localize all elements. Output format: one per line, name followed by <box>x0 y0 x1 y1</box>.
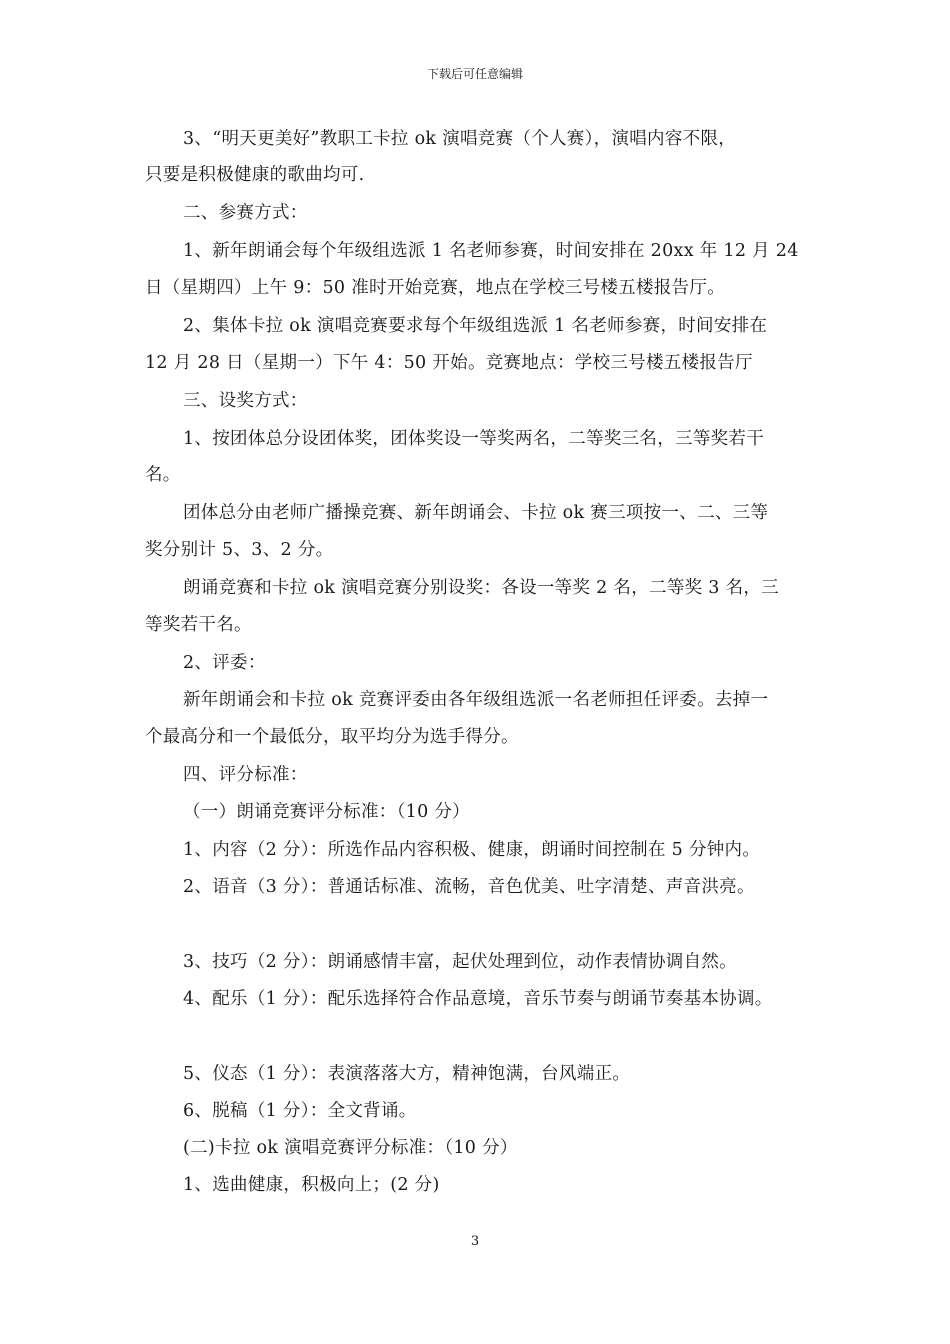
text-line: 2、集体卡拉 ok 演唱竞赛要求每个年级组选派 1 名老师参赛，时间安排在 <box>183 316 768 336</box>
section-heading: 二、参赛方式： <box>183 203 308 223</box>
text-line: 1、新年朗诵会每个年级组选派 1 名老师参赛，时间安排在 20xx 年 12 月 24 <box>183 241 799 261</box>
text-line: 1、内容（2 分）：所选作品内容积极、健康，朗诵时间控制在 5 分钟内。 <box>183 840 761 860</box>
text-line: 1、选曲健康，积极向上；(2 分) <box>183 1175 440 1195</box>
text-line: 2、语音（3 分）：普通话标准、流畅，音色优美、吐字清楚、声音洪亮。 <box>183 877 755 897</box>
text-line: 4、配乐（1 分）：配乐选择符合作品意境，音乐节奏与朗诵节奏基本协调。 <box>183 989 773 1009</box>
text-line: 奖分别计 5、3、2 分。 <box>145 540 334 560</box>
text-line: 1、按团体总分设团体奖，团体奖设一等奖两名，二等奖三名，三等奖若干 <box>183 429 765 449</box>
text-line: 团体总分由老师广播操竞赛、新年朗诵会、卡拉 ok 赛三项按一、二、三等 <box>183 503 769 523</box>
section-heading: 三、设奖方式： <box>183 391 308 411</box>
text-line: 朗诵竞赛和卡拉 ok 演唱竞赛分别设奖：各设一等奖 2 名，二等奖 3 名，三 <box>183 578 779 598</box>
text-line: 等奖若干名。 <box>145 615 252 635</box>
text-line: 日（星期四）上午 9：50 准时开始竞赛，地点在学校三号楼五楼报告厅。 <box>145 278 726 298</box>
text-line: 新年朗诵会和卡拉 ok 竞赛评委由各年级组选派一名老师担任评委。去掉一 <box>183 690 769 710</box>
text-line: 只要是积极健康的歌曲均可. <box>145 165 365 185</box>
subsection-heading: （一）朗诵竞赛评分标准：（10 分） <box>183 802 470 822</box>
text-line: 3、技巧（2 分）：朗诵感情丰富，起伏处理到位，动作表情协调自然。 <box>183 952 737 972</box>
text-line: 5、仪态（1 分）：表演落落大方，精神饱满，台风端正。 <box>183 1064 631 1084</box>
page-header: 下载后可任意编辑 <box>426 67 523 81</box>
text-line: 6、脱稿（1 分）：全文背诵。 <box>183 1101 417 1121</box>
text-line: 2、评委： <box>183 653 266 673</box>
text-line: 12 月 28 日（星期一）下午 4：50 开始。竞赛地点：学校三号楼五楼报告厅 <box>145 353 753 373</box>
text-line: 名。 <box>145 465 181 485</box>
text-line: 个最高分和一个最低分，取平均分为选手得分。 <box>145 727 519 747</box>
section-heading: 四、评分标准： <box>183 765 308 785</box>
text-line: 3、“明天更美好”教职工卡拉 ok 演唱竞赛（个人赛），演唱内容不限， <box>183 129 737 149</box>
subsection-heading: (二)卡拉 ok 演唱竞赛评分标准：（10 分） <box>183 1138 518 1158</box>
page-number: 3 <box>470 1234 480 1249</box>
